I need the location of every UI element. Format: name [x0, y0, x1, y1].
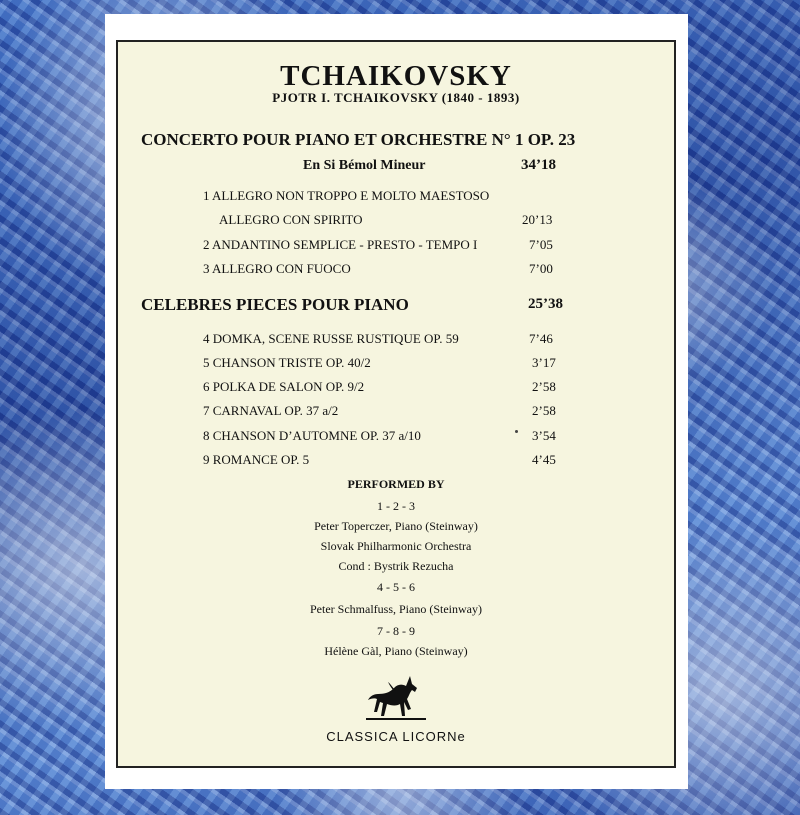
speck: [515, 430, 518, 433]
composer-title: TCHAIKOVSKY: [280, 60, 512, 92]
credits-pianist-2: Peter Schmalfuss, Piano (Steinway): [310, 602, 482, 616]
credits-pianist-1: Peter Toperczer, Piano (Steinway): [314, 519, 478, 533]
track-duration: 7’46: [529, 331, 553, 346]
track-duration: 20’13: [522, 212, 553, 227]
track-row: 9 ROMANCE OP. 5: [203, 452, 310, 467]
concerto-duration: 34’18: [521, 157, 556, 173]
track-row: 5 CHANSON TRISTE OP. 40/2: [203, 355, 371, 370]
composer-subtitle: PJOTR I. TCHAIKOVSKY (1840 - 1893): [272, 90, 520, 105]
credits-tracks-1: 1 - 2 - 3: [377, 499, 415, 513]
label-name: CLASSICA LICORNe: [326, 729, 466, 744]
track-row: 4 DOMKA, SCENE RUSSE RUSTIQUE OP. 59: [203, 331, 459, 346]
track-duration: 3’54: [532, 428, 556, 443]
unicorn-icon: [366, 672, 426, 724]
track-row: 8 CHANSON D’AUTOMNE OP. 37 a/10: [203, 428, 421, 443]
credits-pianist-3: Hélène Gàl, Piano (Steinway): [324, 644, 468, 658]
track-duration: 3’17: [532, 355, 556, 370]
pieces-title: CELEBRES PIECES POUR PIANO: [141, 295, 409, 314]
track-row: ALLEGRO CON SPIRITO: [219, 212, 363, 227]
pieces-duration: 25’38: [528, 296, 563, 312]
track-row: 7 CARNAVAL OP. 37 a/2: [203, 403, 339, 418]
track-duration: 4’45: [532, 452, 556, 467]
performed-by-heading: PERFORMED BY: [347, 477, 445, 491]
credits-tracks-2: 4 - 5 - 6: [377, 580, 415, 594]
credits-tracks-3: 7 - 8 - 9: [377, 624, 415, 638]
track-duration: 7’05: [529, 237, 553, 252]
label-logo: [118, 672, 674, 744]
track-duration: 7’00: [529, 261, 553, 276]
tracklist-panel: [116, 40, 676, 768]
concerto-key: En Si Bémol Mineur: [303, 158, 426, 173]
track-duration: 2’58: [532, 379, 556, 394]
credits-orchestra: Slovak Philharmonic Orchestra: [320, 539, 472, 553]
concerto-title: CONCERTO POUR PIANO ET ORCHESTRE N° 1 OP. 23: [141, 130, 576, 149]
credits-conductor: Cond : Bystrik Rezucha: [338, 559, 454, 573]
track-row: 2 ANDANTINO SEMPLICE - PRESTO - TEMPO I: [203, 237, 478, 252]
track-row: 3 ALLEGRO CON FUOCO: [203, 261, 351, 276]
track-duration: 2’58: [532, 403, 556, 418]
track-row: 1 ALLEGRO NON TROPPO E MOLTO MAESTOSO: [203, 188, 490, 203]
track-row: 6 POLKA DE SALON OP. 9/2: [203, 379, 365, 394]
